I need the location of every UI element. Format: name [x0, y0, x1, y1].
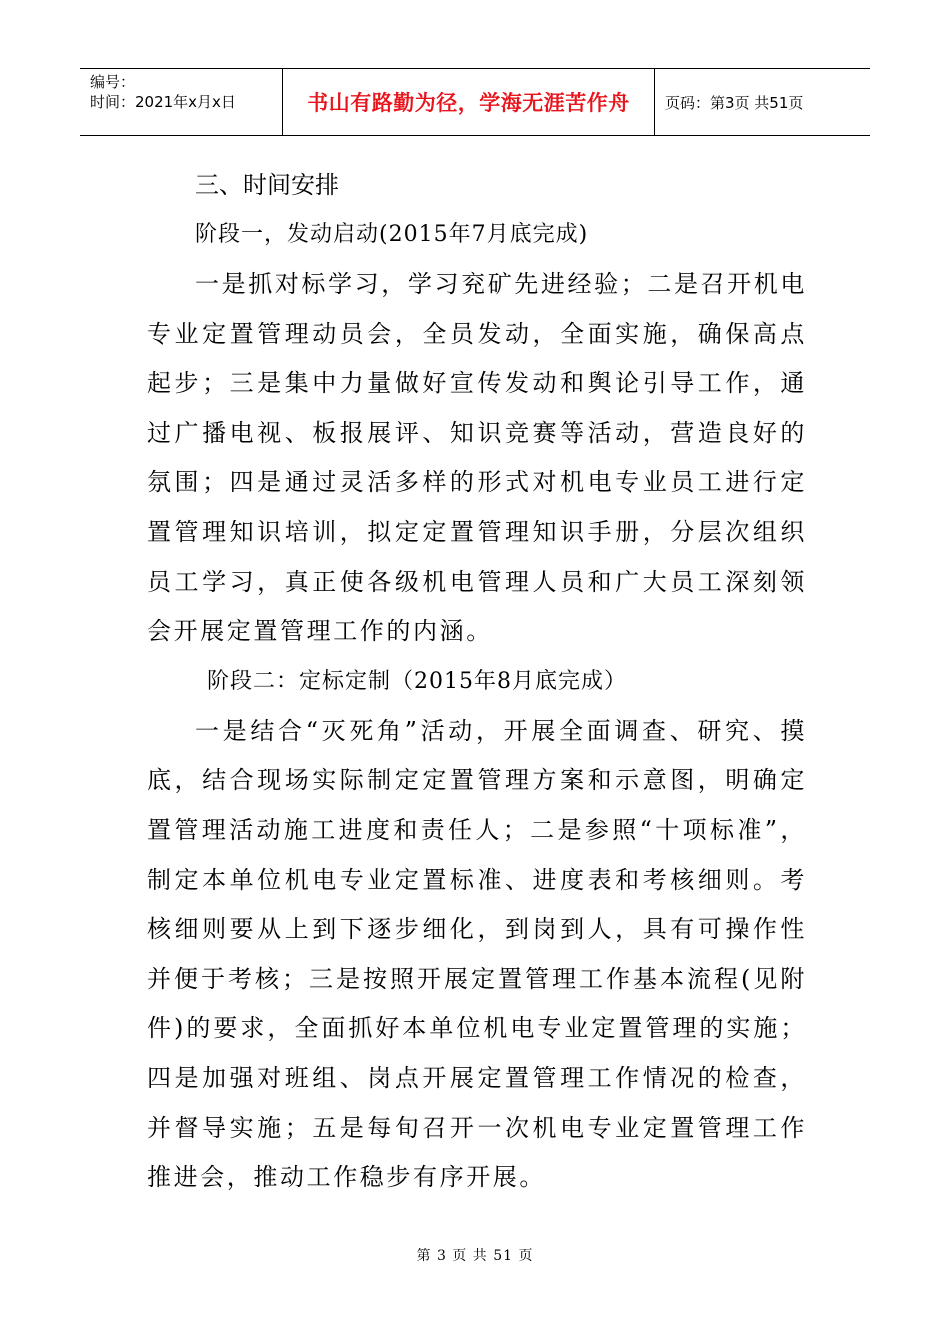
header-motto: 书山有路勤为径，学海无涯苦作舟 — [283, 69, 655, 135]
time-label: 时间：2021年x月x日 — [90, 93, 236, 111]
header-page-number: 页码：第3页 共51页 — [665, 93, 804, 112]
document-body — [147, 160, 807, 1203]
stage-two-body: 一是结合“灭死角”活动，开展全面调查、研究、摸底，结合现场实际制定定置管理方案和示意图，明确定置管理活动施工进度和责任人；二是参照“十项标准”，制定本单位机电专业定置标准、进度表和考核细则。考核细则要从上到下逐步细化，到岗到人，具有可操作性并便于考核；三是按照开展定置管理工作基本流程(见附件)的要求，全面抓好本单位机电专业定置管理的实施；四是加强对班组、岗点开展定置管理工作情况的检查，并督导实施；五是每旬召开一次机电专业定置管理工作推进会，推动工作稳步有序开展。 — [147, 716, 807, 1192]
page-footer: 第 3 页 共 51 页 — [416, 1248, 534, 1264]
number-label: 编号： — [90, 73, 136, 91]
stage-two-title: 阶段二：定标定制（2015年8月底完成） — [207, 668, 627, 694]
header-meta — [80, 69, 283, 135]
stage-one-body: 一是抓对标学习，学习兖矿先进经验；二是召开机电专业定置管理动员会，全员发动，全面实施，确保高点起步；三是集中力量做好宣传发动和舆论引导工作，通过广播电视、板报展评、知识竞赛等活动，营造良好的氛围；四是通过灵活多样的形式对机电专业员工进行定置管理知识培训，拟定定置管理知识手册，分层次组织员工学习，真正使各级机电管理人员和广大员工深刻领会开展定置管理工作的内涵。 — [147, 270, 807, 646]
page-header — [80, 68, 870, 136]
section-title: 三、时间安排 — [195, 171, 339, 199]
stage-one-title: 阶段一，发动启动(2015年7月底完成) — [195, 222, 589, 247]
